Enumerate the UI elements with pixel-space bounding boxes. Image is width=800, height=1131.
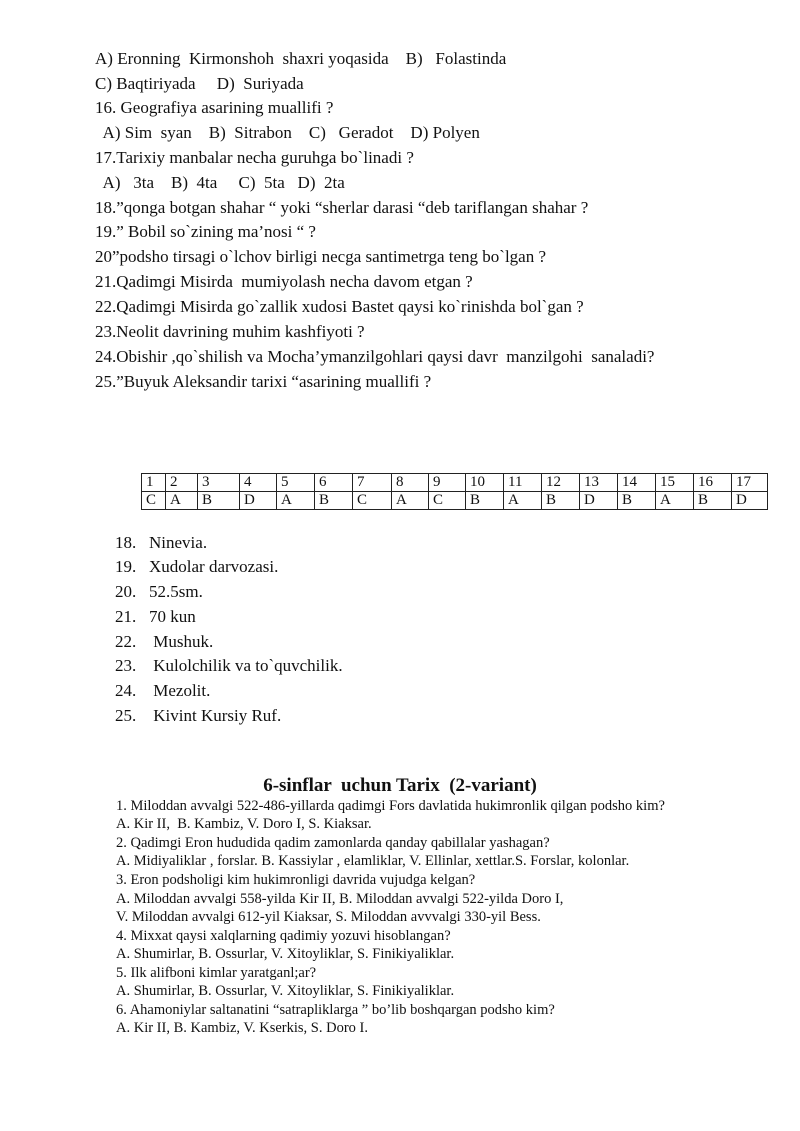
answer-key-cell: 8 bbox=[392, 474, 429, 492]
answer-key-cell: A bbox=[392, 492, 429, 510]
section-title: 6-sinflar uchun Tarix (2-variant) bbox=[263, 775, 537, 796]
list-item-text: Mushuk. bbox=[149, 632, 214, 651]
variant2-line: A. Midiyaliklar , forslar. B. Kassiylar , elamliklar, V. Ellinlar, xettlar.S. Forslar, kolonlar. bbox=[116, 853, 630, 869]
list-item-text: 70 kun bbox=[149, 607, 196, 626]
variant2-line: A. Shumirlar, B. Ossurlar, V. Xitoyliklar, S. Finikiyaliklar. bbox=[116, 946, 455, 962]
answer-key-cell: B bbox=[694, 492, 732, 510]
list-item-text: Mezolit. bbox=[149, 681, 211, 700]
question-line: A) Eronning Kirmonshoh shaxri yoqasida B) Folastinda bbox=[95, 49, 507, 68]
question-line: 22.Qadimgi Misirda go`zallik xudosi Bastet qaysi ko`rinishda bol`gan ? bbox=[95, 297, 584, 316]
answer-key-table bbox=[141, 473, 768, 510]
question-line: 25.”Buyuk Aleksandir tarixi “asarining muallifi ? bbox=[95, 372, 432, 391]
answer-key-cell: A bbox=[504, 492, 542, 510]
answer-key-cell: 17 bbox=[732, 474, 768, 492]
variant2-line: A. Kir II, B. Kambiz, V. Doro I, S. Kiaksar. bbox=[116, 816, 372, 832]
variant2-line: V. Miloddan avvalgi 612-yil Kiaksar, S. Miloddan avvvalgi 330-yil Bess. bbox=[116, 909, 541, 925]
answer-key-cell: 9 bbox=[429, 474, 466, 492]
answer-key-cell: C bbox=[429, 492, 466, 510]
variant2-line: A. Shumirlar, B. Ossurlar, V. Xitoyliklar, S. Finikiyaliklar. bbox=[116, 983, 455, 999]
answer-key-cell: A bbox=[656, 492, 694, 510]
question-line: 17.Tarixiy manbalar necha guruhga bo`linadi ? bbox=[95, 148, 414, 167]
list-item-text: Kivint Kursiy Ruf. bbox=[149, 706, 282, 725]
question-line: 24.Obishir ,qo`shilish va Mocha’ymanzilgohlari qaysi davr manzilgohi sanaladi? bbox=[95, 347, 655, 366]
answer-key-cell: B bbox=[315, 492, 353, 510]
answer-key-cell: B bbox=[542, 492, 580, 510]
answer-key-cell: B bbox=[198, 492, 240, 510]
answer-key-cell: B bbox=[618, 492, 656, 510]
question-line: 21.Qadimgi Misirda mumiyolash necha davom etgan ? bbox=[95, 272, 473, 291]
list-item bbox=[115, 631, 213, 653]
answer-key-letters-row bbox=[142, 492, 768, 510]
answer-key-cell: 5 bbox=[277, 474, 315, 492]
answer-key-cell: 10 bbox=[466, 474, 504, 492]
list-item-number: 21. bbox=[115, 607, 137, 626]
list-item-number: 24. bbox=[115, 681, 137, 700]
variant2-line: 6. Ahamoniylar saltanatini “satrapliklarga ” bo’lib boshqargan podsho kim? bbox=[116, 1002, 555, 1018]
list-item bbox=[115, 705, 281, 727]
list-item-text: Ninevia. bbox=[149, 533, 208, 552]
list-item-text: Kulolchilik va to`quvchilik. bbox=[149, 656, 343, 675]
list-item-text: Xudolar darvozasi. bbox=[149, 557, 279, 576]
answer-key-cell: 2 bbox=[166, 474, 198, 492]
variant2-line: 3. Eron podsholigi kim hukimronligi davrida vujudga kelgan? bbox=[116, 872, 476, 888]
variant2-line: 5. Ilk alifboni kimlar yaratganl;ar? bbox=[116, 965, 317, 981]
answer-key-cell: D bbox=[240, 492, 277, 510]
variant2-line: 2. Qadimgi Eron hududida qadim zamonlarda qanday qabillalar yashagan? bbox=[116, 835, 550, 851]
question-line: 19.” Bobil so`zining ma’nosi “ ? bbox=[95, 222, 316, 241]
list-item bbox=[115, 556, 278, 578]
list-item bbox=[115, 606, 196, 628]
answer-key-cell: 7 bbox=[353, 474, 392, 492]
answer-key-numbers-row bbox=[142, 474, 768, 492]
list-item bbox=[115, 532, 207, 554]
list-item-text: 52.5sm. bbox=[149, 582, 203, 601]
answer-key-cell: 13 bbox=[580, 474, 618, 492]
question-line: 20”podsho tirsagi o`lchov birligi necga santimetrga teng bo`lgan ? bbox=[95, 247, 547, 266]
variant2-line: 4. Mixxat qaysi xalqlarning qadimiy yozuvi hisoblangan? bbox=[116, 928, 451, 944]
variant2-line: 1. Miloddan avvalgi 522-486-yillarda qadimgi Fors davlatida hukimronlik qilgan podsho kim? bbox=[116, 798, 665, 814]
list-item bbox=[115, 581, 203, 603]
answer-key-cell: 1 bbox=[142, 474, 166, 492]
answer-key-cell: D bbox=[732, 492, 768, 510]
answer-key-cell: A bbox=[277, 492, 315, 510]
question-line: 23.Neolit davrining muhim kashfiyoti ? bbox=[95, 322, 365, 341]
answer-key-cell: 4 bbox=[240, 474, 277, 492]
answer-key-cell: 11 bbox=[504, 474, 542, 492]
answer-key-cell: A bbox=[166, 492, 198, 510]
list-item bbox=[115, 680, 210, 702]
variant2-line: A. Miloddan avvalgi 558-yilda Kir II, B. Miloddan avvalgi 522-yilda Doro I, bbox=[116, 891, 564, 907]
list-item-number: 25. bbox=[115, 706, 137, 725]
list-item bbox=[115, 655, 343, 677]
answer-key-cell: 3 bbox=[198, 474, 240, 492]
question-line: 16. Geografiya asarining muallifi ? bbox=[95, 98, 334, 117]
answer-key-cell: C bbox=[353, 492, 392, 510]
question-line: 18.”qonga botgan shahar “ yoki “sherlar darasi “deb tariflangan shahar ? bbox=[95, 198, 589, 217]
list-item-number: 19. bbox=[115, 557, 137, 576]
answer-key-cell: C bbox=[142, 492, 166, 510]
list-item-number: 23. bbox=[115, 656, 137, 675]
list-item-number: 18. bbox=[115, 533, 137, 552]
answer-key-cell: 12 bbox=[542, 474, 580, 492]
list-item-number: 22. bbox=[115, 632, 137, 651]
list-item-number: 20. bbox=[115, 582, 137, 601]
answer-key-cell: 16 bbox=[694, 474, 732, 492]
question-line: A) Sim syan B) Sitrabon C) Geradot D) Polyen bbox=[95, 123, 480, 142]
variant2-line: A. Kir II, B. Kambiz, V. Kserkis, S. Doro I. bbox=[116, 1020, 368, 1036]
answer-key-cell: B bbox=[466, 492, 504, 510]
question-line: A) 3ta B) 4ta C) 5ta D) 2ta bbox=[95, 173, 345, 192]
question-line: C) Baqtiriyada D) Suriyada bbox=[95, 74, 304, 93]
answer-key-cell: D bbox=[580, 492, 618, 510]
answer-key-cell: 15 bbox=[656, 474, 694, 492]
answer-key-cell: 6 bbox=[315, 474, 353, 492]
answer-key-cell: 14 bbox=[618, 474, 656, 492]
